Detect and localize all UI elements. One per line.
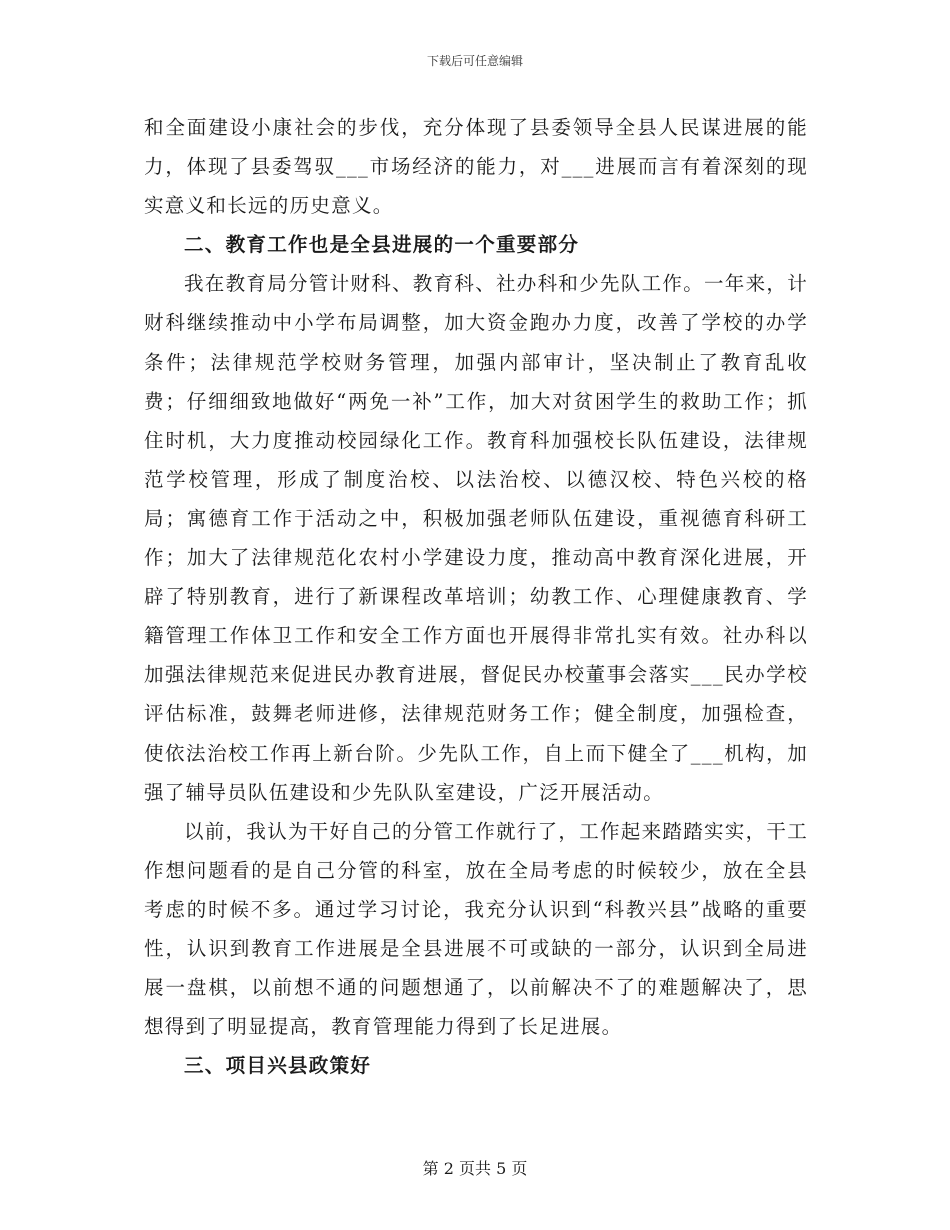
page-number: 第 2 页共 5 页 [422,1159,528,1178]
document-body [144,108,808,1085]
page-header: 下载后可任意编辑 [426,54,523,68]
paragraph-reflection: 以前，我认为干好自己的分管工作就行了，工作起来踏踏实实，干工作想问题看的是自己分管的科室，放在全局考虑的时候较少，放在全县考虑的时候不多。通过学习讨论，我充分认识到“科教兴县”战略的重要性，认识到教育工作进展是全县进展不可或缺的一部分，认识到全局进展一盘棋，以前想不通的问题想通了，以前解决不了的难题解决了，思想得到了明显提高，教育管理能力得到了长足进展。 [144,819,809,1039]
section-heading-education: 二、教育工作也是全县进展的一个重要部分 [184,233,580,257]
section-heading-projects: 三、项目兴县政策好 [184,1054,372,1078]
paragraph-education-work: 我在教育局分管计财科、教育科、社办科和少先队工作。一年来，计财科继续推动中小学布局调整，加大资金跑办力度，改善了学校的办学条件；法律规范学校财务管理，加强内部审计，坚决制止了教育乱收费；仔细细致地做好“两免一补”工作，加大对贫困学生的救助工作；抓住时机，大力度推动校园绿化工作。教育科加强校长队伍建设，法律规范学校管理，形成了制度治校、以法治校、以德汉校、特色兴校的格局；寓德育工作于活动之中，积极加强老师队伍建设，重视德育科研工作；加大了法律规范化农村小学建设力度，推动高中教育深化进展，开辟了特别教育，进行了新课程改革培训；幼教工作、心理健康教育、学籍管理工作体卫工作和安全工作方面也开展得非常扎实有效。社办科以加强法律规范来促进民办教育进展，督促民办校董事会落实___民办学校评估标准，鼓舞老师进修，法律规范财务工作；健全制度，加强检查，使依法治校工作再上新台阶。少先队工作，自上而下健全了___机构，加强了辅导员队伍建设和少先队队室建设，广泛开展活动。 [144,272,809,804]
paragraph-continuation: 和全面建设小康社会的步伐，充分体现了县委领导全县人民谋进展的能力，体现了县委驾驭___市场经济的能力，对___进展而言有着深刻的现实意义和长远的历史意义。 [144,116,808,218]
